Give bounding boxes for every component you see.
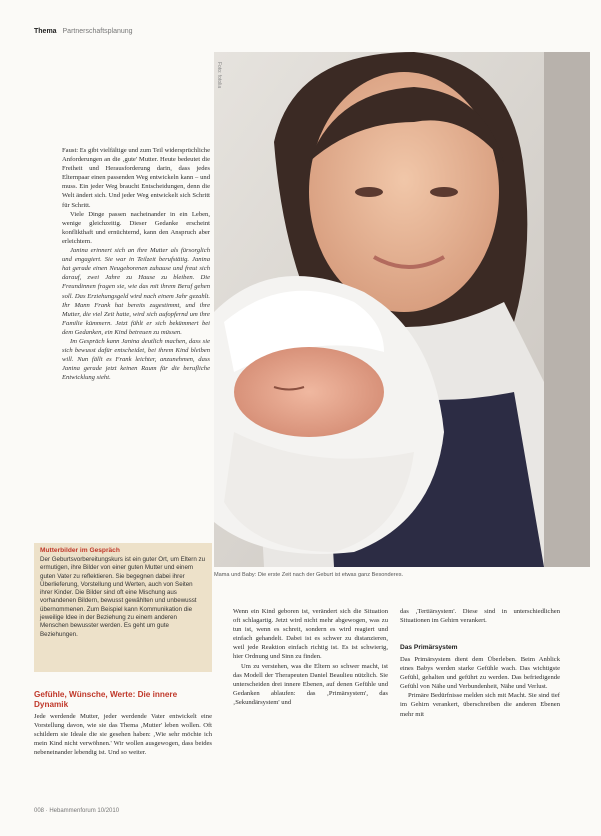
section-kicker: Thema	[34, 28, 57, 35]
paragraph: das ‚Tertiärsystem'. Diese sind in unterschiedlichen Situationen im Gehirn verankert.	[400, 608, 560, 625]
section-1-text	[34, 712, 212, 757]
page-footer: 008 · Hebammenforum 10/2010	[34, 808, 120, 814]
photo-caption: Mama und Baby: Die erste Zeit nach der Geburt ist etwas ganz Besonderes.	[214, 572, 404, 578]
paragraph: Faust: Es gibt vielfältige und zum Teil widersprüchliche Anforderungen an die ‚gute' Mutter. Heute bedeutet die Freiheit und Herausforderung darin, dass jedes Elternpaar einen passenden Weg entwickeln kann – und muss. Ein jeder Weg braucht Entscheidungen, denn die Welt ändert sich. Und jeder Weg entwickelt sich Schritt für Schritt.	[62, 147, 210, 209]
paragraph: Jede werdende Mutter, jeder werdende Vater entwickelt eine Vorstellung davon, wie sie das Thema ‚Mutter' leben wollen. Oft schildern sie Ideale die sie gesehen haben: ‚Wie sehr möchte ich mein Kind nicht verwöhnen.' Wir wollen ausgewogen, dass beides nebeneinander lebendig ist. Und so weiter.	[34, 713, 212, 757]
info-box-text: Der Geburtsvorbereitungskurs ist ein guter Ort, um Eltern zu ermutigen, ihre Bilder von einer guten Mutter und einem guten Vater zu reflektieren. Sie begegnen dabei ihrer Überlieferung, Vorstellung und Werten, auch von Seiten ihrer Kinder. Die Bilder sind oft eine Mischung aus vorhandenen Bildern, bewusst gewählten und unbewusst übernommenen. Zum Beispiel kann Kommunikation die jeweilige Idee in der Beziehung zu einem anderen Menschen bewusster werden. Es geht um gute Beziehungen.	[40, 556, 206, 638]
paragraph: Janina erinnert sich an ihre Mutter als fürsorglich und engagiert. Sie war in Teilzeit berufstätig. Janina hat gerade einen Neugeborenen zuhause und freut sich darauf, zwei Jahre zu Hause zu bleiben. Die Freundinnen fragen sie, wie das mit ihrem Beruf gehen soll. Das Erziehungsgeld wird nach einem Jahr gezahlt. Ihr Mann Frank hat bereits zugestimmt, und ihre Mutter, die viel Zeit hatte, wird sich aufopfernd um ihre Familie kümmern. Jetzt fühlt er sich bekümmert bei dem Gedanken, ein Kind betreuen zu müssen.	[62, 247, 210, 336]
column-1-text	[62, 146, 210, 382]
page-header	[34, 28, 133, 35]
subsection-heading: Das Primärsystem	[400, 644, 458, 651]
paragraph: Um zu verstehen, was die Eltern so schwer macht, ist das Modell der Therapeuten Daniel Beaulieu nützlich. Sie unterscheiden drei innere Ebenen, auf denen Gefühle und Gedanken ablaufen: das ‚Primärsystem', das ‚Sekundärsystem' und	[233, 662, 388, 706]
paragraph: Das Primärsystem dient dem Überleben. Beim Anblick eines Babys werden starke Gefühle wach. Das wichtigste Gefühl, gehalten und geführt zu werden. Das befriedigende Gefühl von Nähe und Verbundenheit, Nähe und Verlust.	[400, 656, 560, 691]
section-heading: Gefühle, Wünsche, Werte: Die innere Dynamik	[34, 690, 178, 709]
column-3-text	[400, 607, 560, 625]
column-2-text	[233, 607, 388, 707]
paragraph: Viele Dinge passen nacheinander in ein Leben, wenige gleichzeitig. Dieser Gedanke erscheint konflikthaft und ernüchternd, kann den Anspruch aber erleichtern.	[62, 210, 210, 245]
section-2-text	[400, 655, 560, 719]
paragraph: Im Gespräch kann Janina deutlich machen, dass sie sich bewusst dafür entscheidet, bei ihrem Kind bleiben will. Nun fällt es Frank leichter, anzunehmen, dass Janina gerade jetzt keinen Raum für die berufliche Entwicklung sieht.	[62, 337, 210, 382]
paragraph: Wenn ein Kind geboren ist, verändert sich die Situation oft schlagartig. Jetzt wird nicht mehr abgewogen, was zu tun ist, wenn es schreit, sondern es wird reagiert und einfach gehandelt. Dabei ist es schwer zu distanzieren, weil jede Reaktion einfach richtig ist. Es ist schwierig, hier Ordnung und Sinn zu finden.	[233, 608, 388, 661]
info-box-title: Mutterbilder im Gespräch	[40, 547, 120, 554]
paragraph: Primäre Bedürfnisse melden sich mit Macht. Sie sind tief im Gehirn verankert, überschreiben die anderen Ebenen mehr mit	[400, 692, 560, 718]
mother-baby-photo	[214, 52, 590, 567]
section-rubric: Partnerschaftsplanung	[62, 28, 133, 35]
photo-credit: Foto: fotolia	[216, 62, 222, 89]
info-box	[34, 543, 212, 672]
photo-illustration	[214, 52, 590, 567]
